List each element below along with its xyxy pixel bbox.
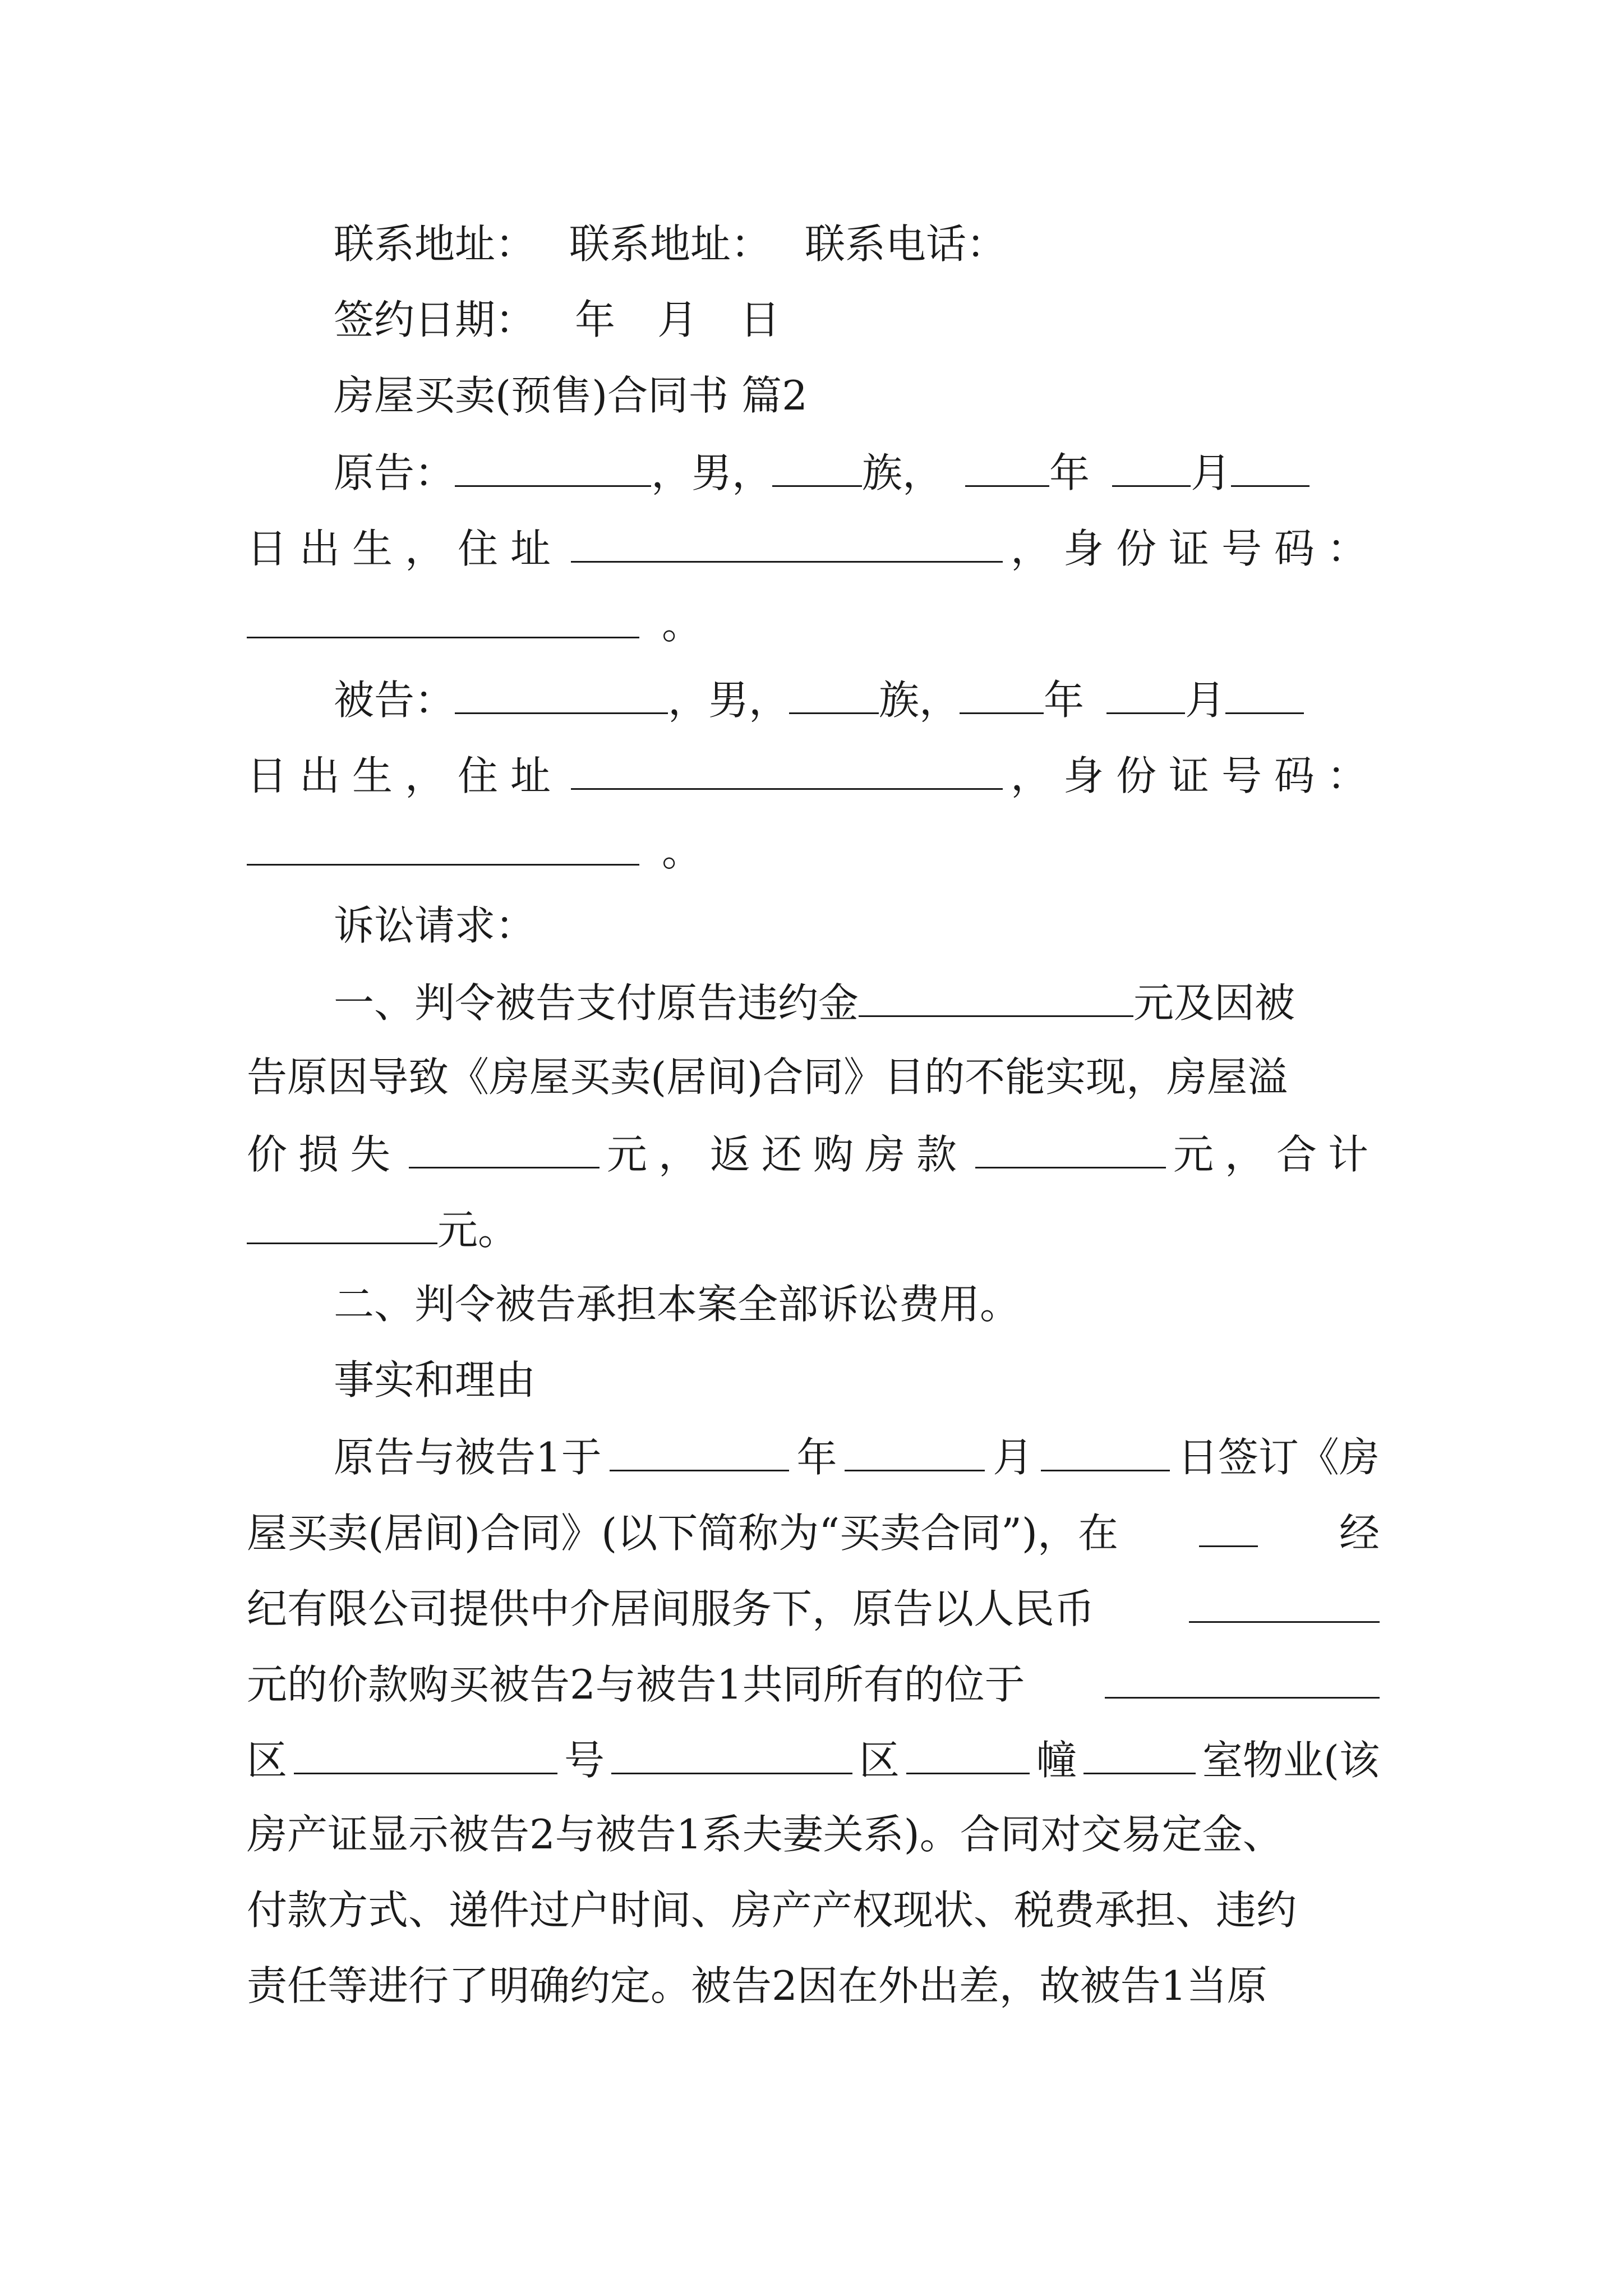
facts-line-3: 纪有限公司提供中介居间服务下，原告以人民币 <box>247 1576 1380 1638</box>
facts-line-8: 责任等进行了明确约定。被告2因在外出差，故被告1当原 <box>247 1962 1267 2009</box>
contact-phone-label: 联系电话： <box>805 220 1007 268</box>
facts-line-4: 元的价款购买被告2与被告1共同所有的位于 <box>247 1652 1380 1714</box>
plaintiff-label: 原告： <box>334 449 455 496</box>
zone-blank <box>906 1728 1030 1774</box>
plaintiff-address-blank <box>571 516 1003 563</box>
defendant-id-blank <box>247 819 639 866</box>
location-blank <box>1105 1652 1380 1699</box>
price-blank <box>1189 1576 1380 1623</box>
penalty-amount-blank <box>859 970 1133 1017</box>
defendant-gender: ，男， <box>668 677 790 724</box>
document-title: 房屋买卖(预售)合同书 篇2 <box>334 372 808 419</box>
sign-date-month: 月 <box>657 296 698 343</box>
facts-heading: 事实和理由 <box>334 1356 536 1404</box>
plaintiff-month: 月 <box>1191 449 1232 496</box>
total-amount-blank <box>247 1198 437 1244</box>
contract-year-blank <box>610 1425 789 1471</box>
district-blank <box>294 1728 557 1774</box>
facts-line-7: 付款方式、递件过户时间、房产产权现状、税费承担、违约 <box>247 1887 1297 1934</box>
number-blank <box>611 1728 852 1774</box>
defendant-ethnicity: 族， <box>879 677 960 724</box>
plaintiff-id-label: ，身份证号码： <box>1010 525 1380 572</box>
facts-line-2: 屋买卖(居间)合同》(以下简称为“买卖合同”)，在 经 <box>247 1501 1380 1562</box>
premium-loss-blank <box>409 1122 600 1168</box>
facts-line-6: 房产证显示被告2与被告1系夫妻关系)。合同对交易定金、 <box>247 1811 1283 1858</box>
contract-month-blank <box>845 1425 985 1471</box>
plaintiff-line-3 <box>247 592 1380 654</box>
plaintiff-end: 。 <box>662 601 703 648</box>
defendant-name-blank <box>455 668 668 714</box>
sign-date-day: 日 <box>740 296 781 343</box>
defendant-ethnicity-blank <box>789 668 879 714</box>
building-blank <box>1083 1728 1196 1774</box>
defendant-born-address: 日出生，住址 <box>247 752 564 799</box>
sign-date-line <box>334 289 1380 351</box>
defendant-line-3 <box>247 819 1380 881</box>
defendant-line-2 <box>247 743 1380 805</box>
defendant-year-blank <box>960 668 1044 714</box>
plaintiff-ethnicity-blank <box>772 440 862 487</box>
plaintiff-born-address: 日出生，住址 <box>247 525 564 572</box>
defendant-address-blank <box>571 743 1003 790</box>
plaintiff-year: 年 <box>1049 449 1090 496</box>
defendant-year: 年 <box>1044 677 1085 724</box>
claim-1-line-4: 元。 <box>247 1198 1380 1259</box>
defendant-id-label: ，身份证号码： <box>1010 752 1380 799</box>
contact-address-label-2: 联系地址： <box>569 220 772 268</box>
defendant-line-1 <box>334 668 1380 729</box>
contract-day-blank <box>1041 1425 1170 1471</box>
defendant-label: 被告： <box>334 677 455 724</box>
sign-date-year: 年 <box>575 296 616 343</box>
plaintiff-month-blank <box>1112 440 1191 487</box>
defendant-month-blank <box>1106 668 1185 714</box>
agency-name-blank <box>1199 1501 1258 1547</box>
claim-1-line-1: 一、判令被告支付原告违约金 元及因被 <box>334 970 1380 1032</box>
plaintiff-line-1 <box>334 440 1380 502</box>
plaintiff-ethnicity: 族， <box>862 449 943 496</box>
plaintiff-line-2 <box>247 516 1380 578</box>
claim-2: 二、判令被告承担本案全部诉讼费用。 <box>334 1281 1021 1328</box>
claim-1-line-2: 告原因导致《房屋买卖(居间)合同》目的不能实现，房屋溢 <box>247 1053 1288 1101</box>
defendant-end: 。 <box>662 828 703 875</box>
plaintiff-year-blank <box>965 440 1049 487</box>
refund-amount-blank <box>975 1122 1166 1168</box>
claim-1-line-3: 价损失 元，返还购房款 元，合计 <box>247 1122 1380 1184</box>
plaintiff-id-blank <box>247 592 639 638</box>
defendant-month: 月 <box>1185 677 1226 724</box>
facts-line-1: 原告与被告1于 年 月 日签订《房 <box>334 1425 1380 1487</box>
plaintiff-name-blank <box>455 440 651 487</box>
plaintiff-gender: ，男， <box>651 449 773 496</box>
claims-heading: 诉讼请求： <box>334 902 536 949</box>
defendant-day-blank <box>1225 668 1304 714</box>
facts-line-5: 区 号 区 幢 室物业(该 <box>247 1728 1380 1789</box>
contact-address-label-1: 联系地址： <box>334 220 536 268</box>
sign-date-label: 签约日期： <box>334 296 536 343</box>
plaintiff-day-blank <box>1231 440 1310 487</box>
contact-line <box>334 213 1380 275</box>
